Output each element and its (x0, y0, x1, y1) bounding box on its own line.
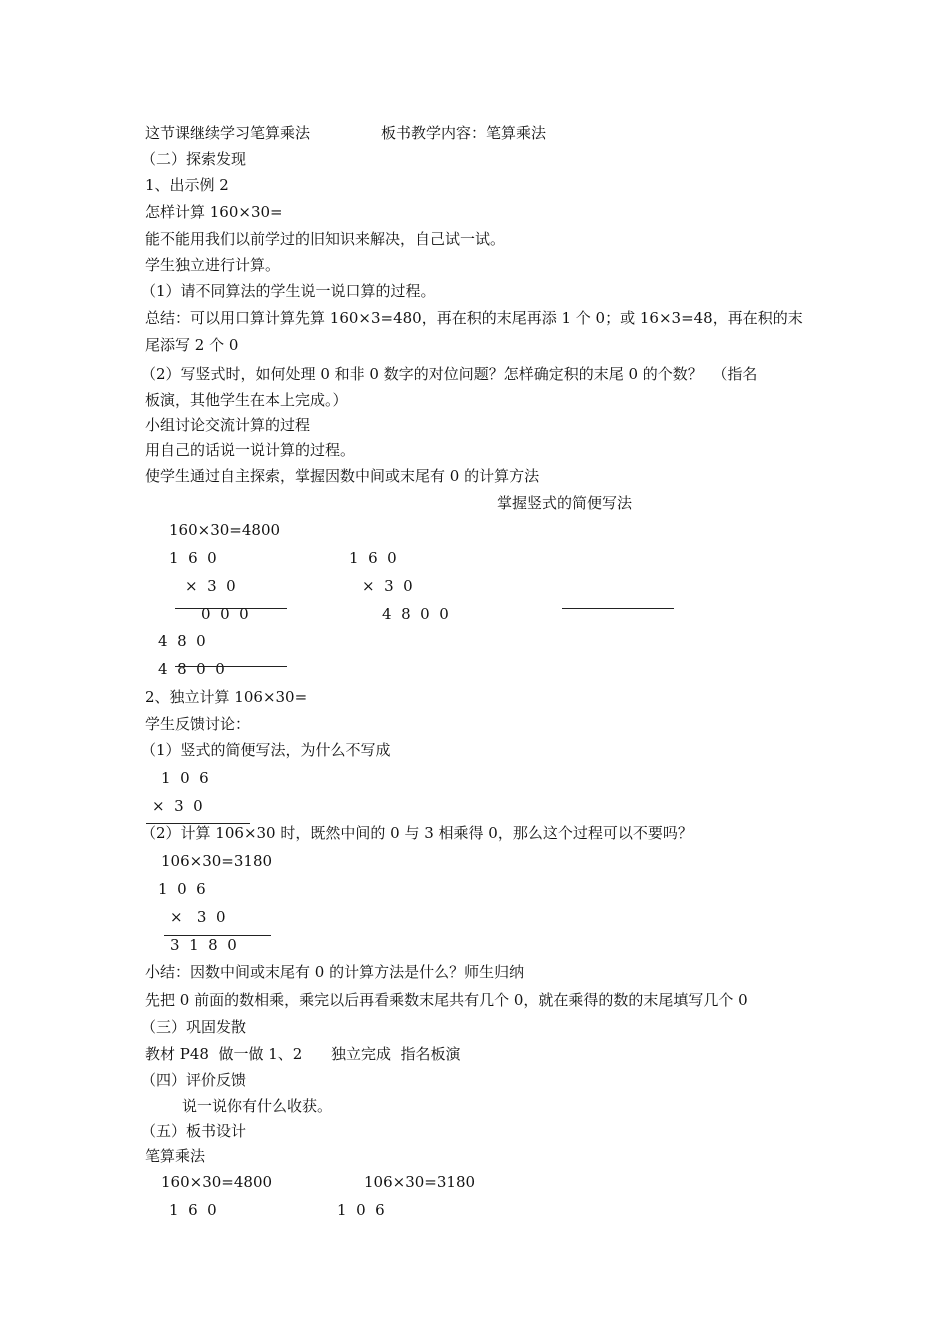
text-line: 先把 0 前面的数相乘，乘完以后再看乘数末尾共有几个 0，就在乘得的数的末尾填写几个 0 (145, 991, 748, 1009)
text-line: 使学生通过自主探索，掌握因数中间或末尾有 0 的计算方法 (145, 467, 540, 485)
text-line: 这节课继续学习笔算乘法 (145, 124, 311, 142)
text-line: 小组讨论交流计算的过程 (145, 416, 311, 434)
calc-line (562, 608, 674, 609)
calc-digit-row: × 3 0 (362, 577, 413, 595)
text-line: 说一说你有什么收获。 (182, 1097, 333, 1115)
equation: 106×30=3180 (364, 1173, 476, 1191)
text-line: 学生独立进行计算。 (145, 256, 281, 274)
text-line: （1）请不同算法的学生说一说口算的过程。 (141, 282, 436, 300)
section-heading: （二）探索发现 (141, 150, 247, 168)
section-heading: （四）评价反馈 (141, 1071, 247, 1089)
equation: 106×30=3180 (161, 852, 273, 870)
section-heading: （三）巩固发散 (141, 1018, 247, 1036)
calc-digit-row: 4 8 0 0 (382, 605, 449, 623)
calc-digit-row: 0 0 0 (201, 605, 249, 623)
text-line: 学生反馈讨论： (145, 715, 251, 733)
text-line: 笔算乘法 (145, 1147, 206, 1165)
calc-digit-row: 1 6 0 (349, 549, 397, 567)
calc-digit-row: × 3 0 (170, 908, 226, 926)
text-line: （1）竖式的简便写法，为什么不写成 (141, 741, 391, 759)
equation: 160×30=4800 (161, 1173, 273, 1191)
text-line: 总结：可以用口算计算先算 160×3=480，再在积的末尾再添 1 个 0；或 16×3=48，再在积的末 (145, 309, 803, 327)
text-line: 小结：因数中间或末尾有 0 的计算方法是什么？师生归纳 (145, 963, 525, 981)
calc-digit-row: × 3 0 (185, 577, 236, 595)
calc-digit-row: 1 6 0 (169, 1201, 217, 1219)
text-line: 1、出示例 2 (145, 176, 229, 194)
text-line: 怎样计算 160×30= (145, 203, 283, 221)
text-line: 掌握竖式的简便写法 (497, 494, 633, 512)
text-line: （2）计算 106×30 时，既然中间的 0 与 3 相乘得 0，那么这个过程可以不要吗？ (141, 824, 693, 842)
text-line: 2、独立计算 106×30= (145, 688, 308, 706)
text-line: 板书教学内容：笔算乘法 (381, 124, 547, 142)
calc-digit-row: 4 8 0 0 (158, 660, 225, 678)
text-line: 用自己的话说一说计算的过程。 (145, 441, 356, 459)
calc-digit-row: 1 0 6 (161, 769, 209, 787)
calc-digit-row: 1 6 0 (169, 549, 217, 567)
section-heading: （五）板书设计 (141, 1122, 247, 1140)
equation: 160×30=4800 (169, 521, 281, 539)
text-line: 板演，其他学生在本上完成。） (145, 391, 348, 409)
text-line: （2）写竖式时，如何处理 0 和非 0 数字的对位问题？怎样确定积的末尾 0 的个数？ （指名 (141, 365, 758, 383)
text-line: 能不能用我们以前学过的旧知识来解决，自己试一试。 (145, 230, 506, 248)
calc-digit-row: × 3 0 (152, 797, 203, 815)
calc-digit-row: 1 0 6 (158, 880, 206, 898)
calc-line (175, 666, 287, 667)
text-line: 教材 P48 做一做 1、2 独立完成 指名板演 (145, 1045, 461, 1063)
calc-digit-row: 3 1 8 0 (170, 936, 237, 954)
calc-digit-row: 1 0 6 (337, 1201, 385, 1219)
text-line: 尾添写 2 个 0 (145, 336, 239, 354)
calc-digit-row: 4 8 0 (158, 632, 206, 650)
